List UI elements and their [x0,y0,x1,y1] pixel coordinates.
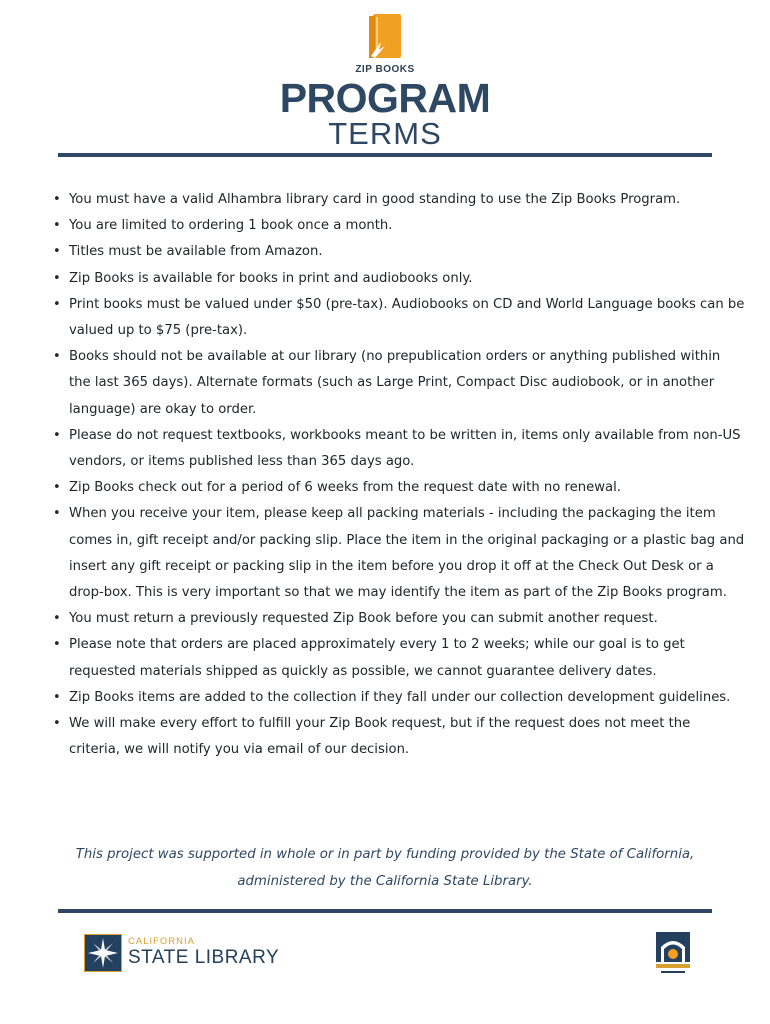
brand-name: ZIP BOOKS [355,64,415,75]
term-item: • You must return a previously requested Zip Book before you can submit another request. [69,606,745,632]
term-item: • Print books must be valued under $50 (pre-tax). Audiobooks on CD and World Language books can be valued up to $75 (pre-tax). [69,292,745,344]
bottom-divider [58,909,712,913]
page-subtitle: TERMS [328,116,442,151]
term-item: • You are limited to ordering 1 book once a month. [69,213,745,239]
term-item: • Please do not request textbooks, workbooks meant to be written in, items only available from non-US vendors, or items published less than 365 days ago. [69,423,745,475]
csl-state-name: CALIFORNIA [128,936,196,947]
california-state-library-logo [84,934,284,974]
term-item: • Zip Books is available for books in print and audiobooks only. [69,266,745,292]
funding-line-1: This project was supported in whole or in part by funding provided by the State of California, [75,847,695,862]
term-item: • Titles must be available from Amazon. [69,239,745,265]
term-item: • Zip Books items are added to the collection if they fall under our collection development guidelines. [69,685,745,711]
term-item: • Please note that orders are placed approximately every 1 to 2 weeks; while our goal is to get requested materials shipped as quickly as possible, we cannot guarantee delivery dates. [69,632,745,684]
term-item: • Books should not be available at our library (no prepublication orders or anything published within the last 365 days). Alternate formats (such as Large Print, Compact Disc audiobook, or in another language) are okay to order. [69,344,745,423]
alhambra-library-seal-icon [655,931,691,977]
book-icon [367,12,403,60]
funding-line-2: administered by the California State Library. [237,873,533,889]
term-item: • You must have a valid Alhambra library card in good standing to use the Zip Books Program. [69,187,745,213]
zip-books-logo [0,12,770,75]
star-icon [84,934,122,972]
funding-statement [0,842,770,895]
top-divider [58,153,712,157]
csl-name: STATE LIBRARY [128,947,280,968]
page-title: PROGRAM [279,75,491,121]
term-item: • When you receive your item, please keep all packing materials - including the packaging the item comes in, gift receipt and/or packing slip. Place the item in the original packaging or a plastic bag and insert any gift receipt or packing slip in the item before you drop it off at the Check Out Desk or a drop-box. This is very important so that we may identify the item as part of the Zip Books program. [69,501,745,606]
term-item: • Zip Books check out for a period of 6 weeks from the request date with no renewal. [69,475,745,501]
term-item: • We will make every effort to fulfill your Zip Book request, but if the request does not meet the criteria, we will notify you via email of our decision. [69,711,745,763]
terms-list [52,187,745,763]
